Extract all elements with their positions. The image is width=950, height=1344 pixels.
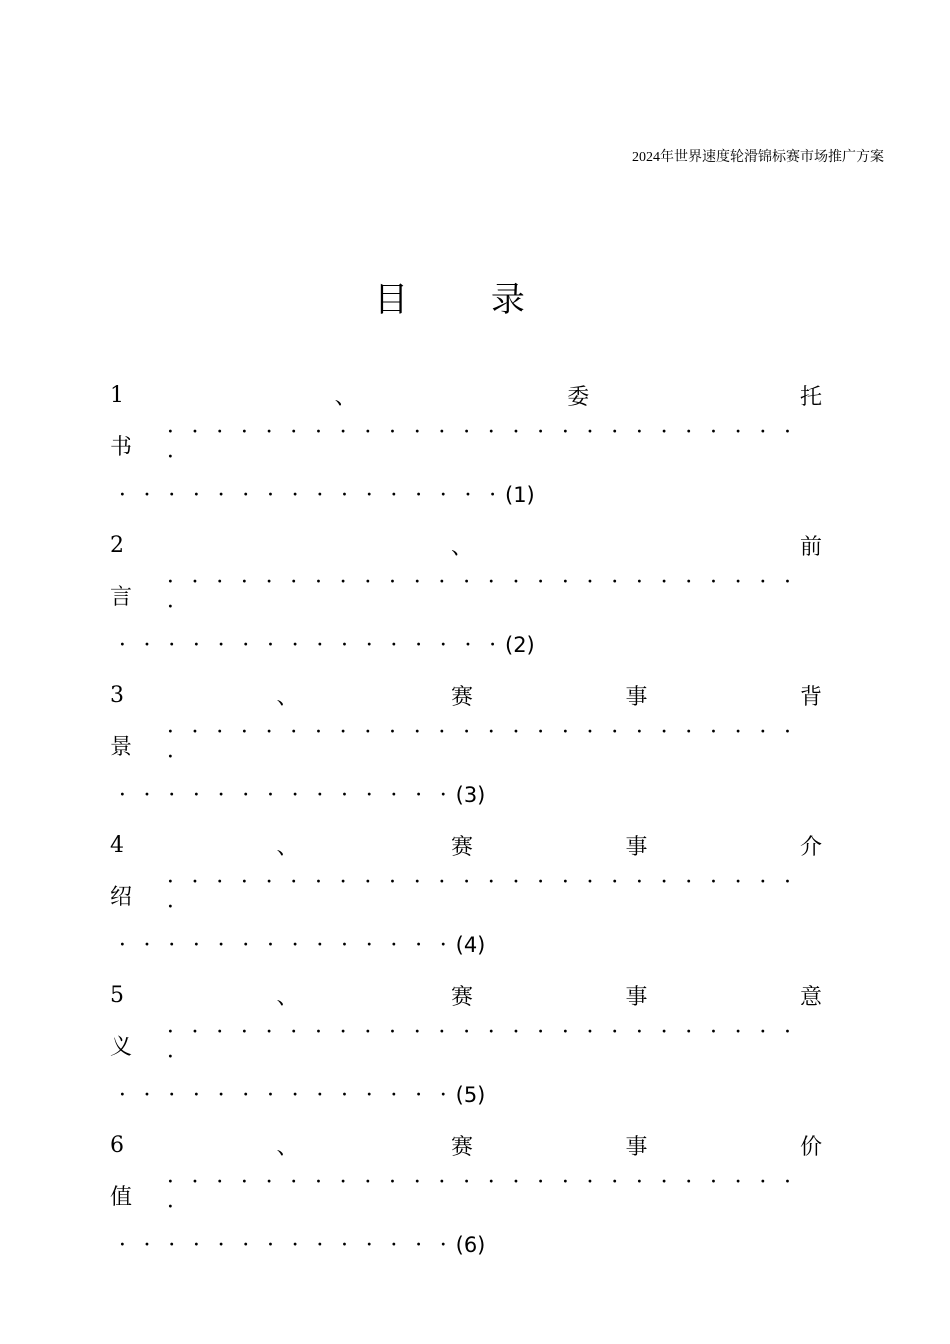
toc-entry-title-char: 赛	[450, 834, 473, 860]
toc-entry-number: 2	[110, 532, 124, 558]
toc-entry-number: 3	[110, 682, 124, 708]
toc-dot-leader: · · · · · · · · · · · · · ·	[118, 1232, 447, 1258]
toc-entry-title-char: 价	[799, 1134, 822, 1160]
toc-entry-number: 4	[110, 832, 124, 858]
toc-entry[interactable]	[110, 520, 822, 670]
toc-entry-title-char: 赛	[450, 984, 473, 1010]
toc-entry[interactable]	[110, 670, 822, 820]
toc-entry-title-char: 意	[799, 984, 822, 1010]
toc-entry-title-char: 、	[276, 834, 299, 860]
toc-entry[interactable]	[110, 820, 822, 970]
toc-entry-title-char: 、	[276, 1134, 299, 1160]
toc-dot-leader: · · · · · · · · · · · · · · · · · · · · · · · · · ··	[166, 720, 792, 770]
toc-entry[interactable]	[110, 970, 822, 1120]
toc-entry[interactable]	[110, 370, 822, 520]
toc-entry-number: 6	[110, 1132, 124, 1158]
toc-dot-leader: · · · · · · · · · · · · · · · · · · · · · · · · · ··	[166, 420, 792, 470]
toc-entry-title-char: 赛	[450, 684, 473, 710]
toc-entry-page: (5)	[455, 1083, 486, 1107]
toc-dot-leader: · · · · · · · · · · · · · · · · · · · · · · · · · ··	[166, 1020, 792, 1070]
toc-entry-title-char: 景	[110, 734, 133, 760]
toc-dot-leader: · · · · · · · · · · · · · ·	[118, 782, 447, 808]
page-title: 目 录	[374, 280, 561, 320]
toc-entry-title-char: 、	[276, 984, 299, 1010]
toc-dot-leader: · · · · · · · · · · · · · · · ·	[118, 482, 497, 508]
toc-entry-page: (1)	[505, 483, 535, 507]
toc-entry-title-char: 绍	[110, 884, 133, 910]
toc-entry-title-char: 、	[276, 684, 299, 710]
toc-entry-page: (4)	[455, 933, 486, 957]
toc-entry[interactable]	[110, 1120, 822, 1270]
toc-entry-title-char: 、	[334, 384, 357, 410]
table-of-contents	[110, 370, 822, 1270]
toc-dot-leader: · · · · · · · · · · · · · · · ·	[118, 632, 497, 658]
toc-entry-number: 1	[110, 382, 124, 408]
toc-entry-title-char: 事	[625, 684, 648, 710]
toc-entry-title-char: 事	[625, 984, 648, 1010]
toc-entry-title-char: 背	[799, 684, 822, 710]
running-header: 2024年世界速度轮滑锦标赛市场推广方案	[632, 150, 884, 165]
toc-entry-title-char: 值	[110, 1184, 133, 1210]
toc-dot-leader: · · · · · · · · · · · · · ·	[118, 932, 447, 958]
toc-entry-title-char: 书	[110, 434, 133, 460]
toc-dot-leader: · · · · · · · · · · · · · · · · · · · · · · · · · ··	[166, 870, 792, 920]
toc-dot-leader: · · · · · · · · · · · · · · · · · · · · · · · · · ··	[166, 570, 792, 620]
toc-entry-page: (2)	[505, 633, 535, 657]
toc-entry-title-char: 委	[567, 384, 590, 410]
toc-entry-title-char: 前	[799, 534, 822, 560]
toc-entry-title-char: 介	[799, 834, 822, 860]
toc-entry-title-char: 赛	[450, 1134, 473, 1160]
toc-entry-page: (3)	[455, 783, 486, 807]
toc-entry-title-char: 事	[625, 834, 648, 860]
toc-dot-leader: · · · · · · · · · · · · · · · · · · · · · · · · · ··	[166, 1170, 792, 1220]
toc-entry-title-char: 言	[110, 584, 133, 610]
toc-entry-title-char: 、	[450, 534, 473, 560]
toc-entry-title-char: 事	[625, 1134, 648, 1160]
toc-dot-leader: · · · · · · · · · · · · · ·	[118, 1082, 447, 1108]
toc-entry-number: 5	[110, 982, 124, 1008]
toc-entry-title-char: 义	[110, 1034, 133, 1060]
toc-entry-page: (6)	[455, 1233, 486, 1257]
toc-entry-title-char: 托	[799, 384, 822, 410]
